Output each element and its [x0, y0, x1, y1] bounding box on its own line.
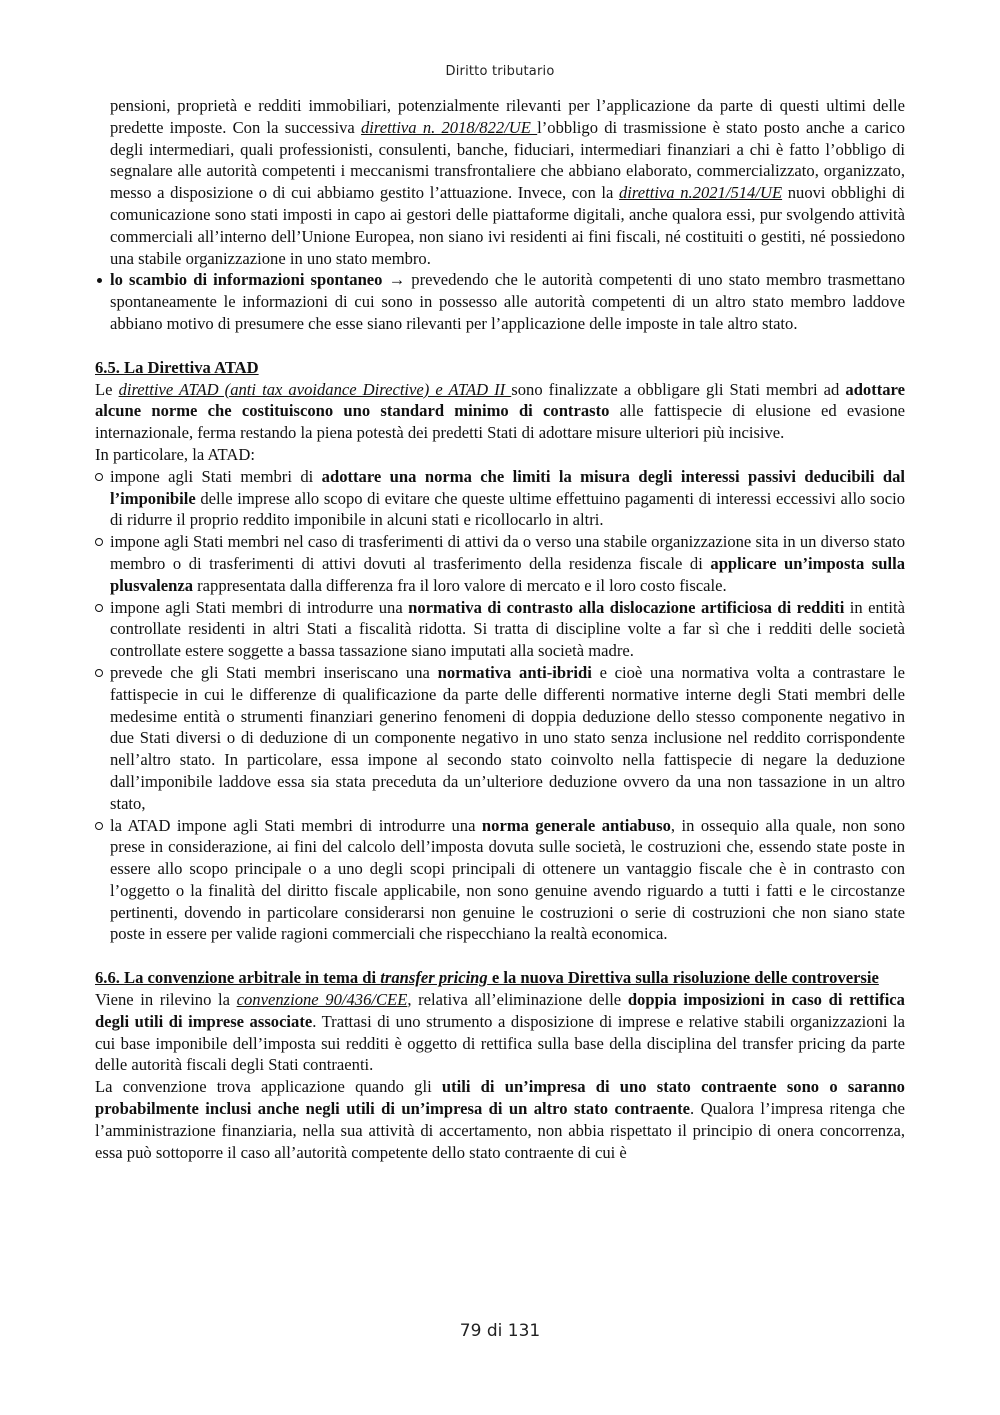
arrow-icon: → [382, 270, 412, 290]
list-item: impone agli Stati membri di introdurre una normativa di contrasto alla dislocazione artificiosa di redditi in entità controllate residenti in altri Stati a fiscalità ridotta. Si tratta di discipline volte a far sì che i redditi delle società controllate estere soggette a bassa tassazione siano imputati alla società madre. [95, 597, 905, 662]
section-heading-6-5: 6.5. La Direttiva ATAD [95, 357, 259, 377]
section-6-5-intro: Le direttive ATAD (anti tax avoidance Directive) e ATAD II sono finalizzate a obbligare gli Stati membri ad adottare alcune norme che costituiscono uno standard minimo di contrasto alle fattispecie di elusione ed evasione internazionale, ferma restando la piena potestà dei predetti Stati di adottare misure ulteriori più incisive. [95, 379, 905, 443]
document-body [95, 95, 905, 1163]
bullet-list-scambio [95, 269, 905, 334]
continuation-paragraph: pensioni, proprietà e redditi immobiliari, potenzialmente rilevanti per l’applicazione da parte di questi ultimi delle predette imposte. Con la successiva direttiva n. 2018/822/UE l’obbligo di trasmissione è stato posto anche a carico degli intermediari, quali professionisti, consulenti, banche, fiduciari, intermediari finanziari a chi è fatto l’obbligo di segnalare alle autorità competenti i meccanismi transfrontaliere che abbiano elaborato, commercializzato, organizzato, messo a disposizione o di cui abbiamo gestito l’attuazione. Invece, con la direttiva n.2021/514/UE nuovi obblighi di comunicazione sono stati imposti in capo ai gestori delle piattaforme digitali, anche qualora essi, pur svolgendo attività commerciali all’interno dell’Unione Europea, non siano ivi residenti ai fini fiscali, né costituiti o gestiti, né possiedono una stabile organizzazione in uno stato membro. [110, 96, 906, 268]
section-6-5-lead: In particolare, la ATAD: [95, 444, 255, 464]
reference-atad: direttive ATAD (anti tax avoidance Directive) e ATAD II [118, 379, 512, 399]
spacer [95, 335, 905, 357]
list-item: impone agli Stati membri nel caso di trasferimenti di attivi da o verso una stabile organizzazione sita in un diverso stato membro o di trasferimenti di attivi dovuti al trasferimento della residenza fiscale di applicare un’imposta sulla plusvalenza rappresentata dalla differenza fra il loro valore di mercato e il loro costo fiscale. [95, 531, 905, 596]
list-item: prevede che gli Stati membri inseriscano una normativa anti-ibridi e cioè una normativa volta a contrastare le fattispecie in cui le differenze di qualificazione da parte delle differenti normative interne degli Stati membri delle medesime entità o strumenti finanziari generino fenomeni di doppia deduzione dello stesso componente negativo in due Stati diversi o di deduzione di un componente negativo in uno stato senza inclusione nel reddito corrispondente nell’altro stato. In particolare, essa impone al secondo stato coinvolto nella fattispecie di negare la deduzione dall’imponibile laddove essa sia stata preceduta da un’ulteriore deduzione ovvero da una non tassazione in un altro stato, [95, 662, 905, 815]
reference-directive-2021-514: direttiva n.2021/514/UE [618, 183, 783, 203]
reference-convenzione-90-436: convenzione 90/436/CEE [236, 990, 408, 1010]
list-item-scambio-spontaneo: lo scambio di informazioni spontaneo → prevedendo che le autorità competenti di uno stato membro trasmettano spontaneamente le informazioni di cui sono in possesso alle autorità competenti di un altro stato membro laddove abbiano motivo di presumere che esse siano rilevanti per l’applicazione delle imposte in tale altro stato. [95, 269, 905, 334]
spacer [95, 945, 905, 967]
list-item: la ATAD impone agli Stati membri di introdurre una norma generale antiabuso, in ossequio alla quale, non sono prese in considerazione, ai fini del calcolo dell’imposta dovuta sulle società, le costruzioni che, essendo state poste in essere allo scopo principale o a uno degli scopi principali di ottenere un vantaggio fiscale che è in contrasto con l’oggetto o la finalità del diritto fiscale applicabile, non sono genuine avendo riguardo a tutti i fatti e le circostanze pertinenti, dovendo in particolare considerarsi non genuine le costruzioni o serie di costruzioni che non siano state poste in essere per valide ragioni commerciali che rispecchiano la realtà economica. [95, 815, 905, 946]
section-heading-6-6: 6.6. La convenzione arbitrale in tema di transfer pricing e la nuova Direttiva sulla risoluzione delle controversie [95, 968, 879, 988]
atad-measures-list [95, 466, 905, 946]
list-item: impone agli Stati membri di adottare una norma che limiti la misura degli interessi passivi deducibili dal l’imponibile delle imprese allo scopo di evitare che queste ultime effettuino pagamenti di interessi eccessivi allo socio di ridurre il proprio reddito imponibile in alcuni stati e ricollocarlo in altri. [95, 466, 905, 531]
section-6-6-paragraph-1: Viene in rilevino la convenzione 90/436/CEE, relativa all’eliminazione delle doppia imposizioni in caso di rettifica degli utili di imprese associate. Trattasi di uno strumento a disposizione di imprese e relative stabili organizzazioni la cui base imponibile dell’imposta sui redditi è oggetto di rettifica sulla base della disciplina del transfer pricing da parte delle autorità fiscali degli Stati contraenti. [95, 990, 906, 1075]
page-number: 79 di 131 [459, 1321, 541, 1341]
section-6-6-paragraph-2: La convenzione trova applicazione quando gli utili di un’impresa di uno stato contraente sono o saranno probabilmente inclusi anche negli utili di un’impresa di un altro stato contraente. Qualora l’impresa ritenga che l’amministrazione finanziaria, nella sua attività di accertamento, non abbia rispettato il principio di onera concorrenza, essa può sottoporre il caso all’autorità competente dello stato contraente di cui è [95, 1077, 905, 1162]
page-header: Diritto tributario [445, 64, 555, 79]
reference-directive-2018-822: direttiva n. 2018/822/UE [360, 117, 538, 137]
